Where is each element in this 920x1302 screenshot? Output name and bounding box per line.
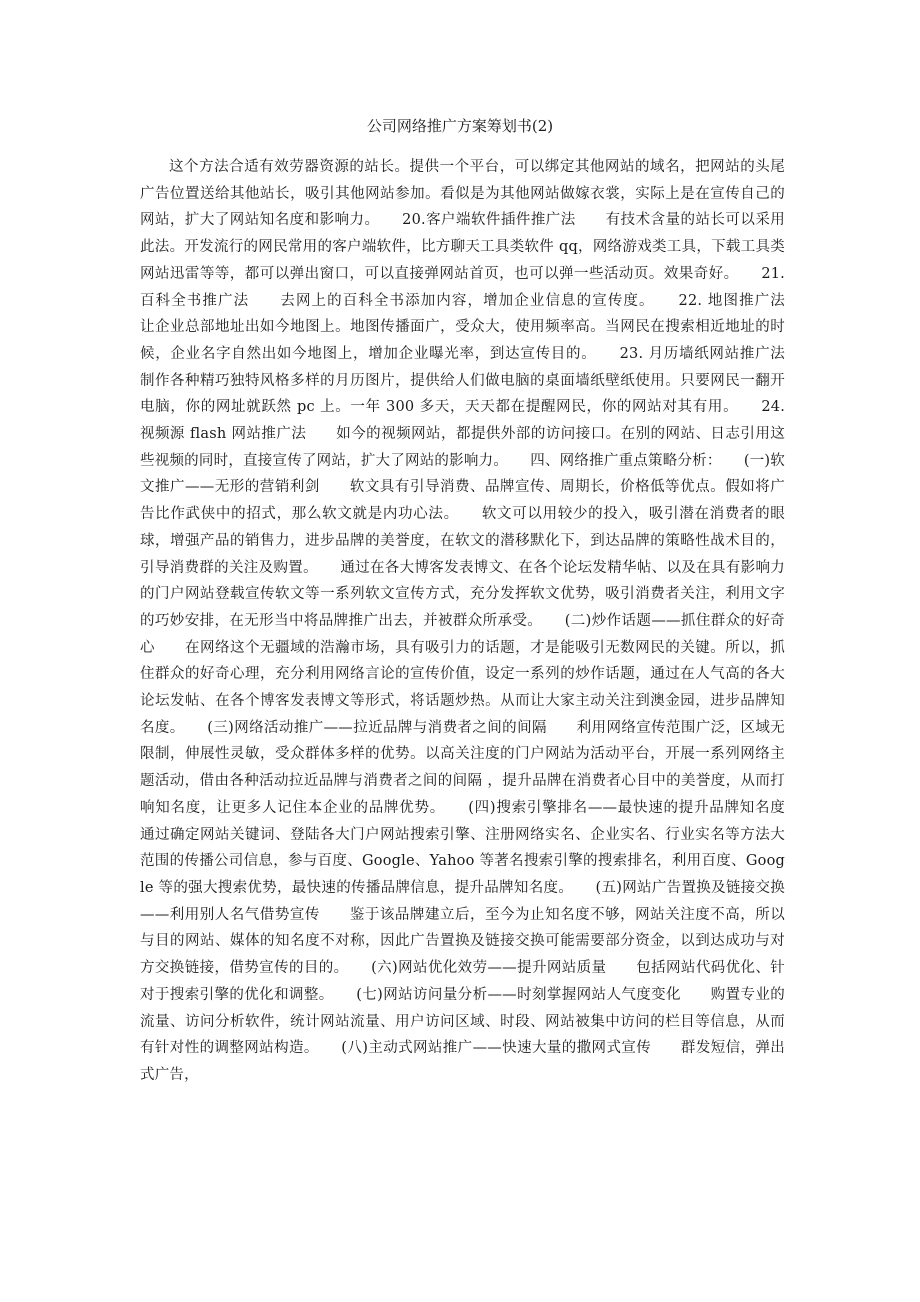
document-body-paragraph: 这个方法合适有效劳器资源的站长。提供一个平台，可以绑定其他网站的域名，把网站的头尾广告位置送给其他站长，吸引其他网站参加。看似是为其他网站做嫁衣裳，实际上是在宣传自己的网站，扩大了网站知名度和影响力。 20.客户端软件插件推广法 有技术含量的站长可以采用此法。开发流行的网民常用的客户端软件，比方聊天工具类软件 qq，网络游戏类工具，下载工具类网站迅雷等等，都可以弹出窗口，可以直接弹网站首页，也可以弹一些活动页。效果奇好。 21.百科全书推广法 去网上的百科全书添加内容，增加企业信息的宣传度。 22. 地图推广法 让企业总部地址出如今地图上。地图传播面广，受众大，使用频率高。当网民在搜索相近地址的时候，企业名字自然出如今地图上，增加企业曝光率，到达宣传目的。 23. 月历墙纸网站推广法 制作各种精巧独特风格多样的月历图片，提供给人们做电脑的桌面墙纸壁纸使用。只要网民一翻开电脑，你的网址就跃然 pc 上。一年 300 多天，天天都在提醒网民，你的网站对其有用。 24. 视频源 flash 网站推广法 如今的视频网站，都提供外部的访问接口。在别的网站、日志引用这些视频的同时，直接宣传了网站，扩大了网站的影响力。 四、网络推广重点策略分析： (一)软文推广——无形的营销利剑 软文具有引导消费、品牌宣传、周期长，价格低等优点。假如将广告比作武侠中的招式，那么软文就是内功心法。 软文可以用较少的投入，吸引潜在消费者的眼球，增强产品的销售力，进步品牌的美誉度，在软文的潜移默化下，到达品牌的策略性战术目的，引导消费群的关注及购置。 通过在各大博客发表博文、在各个论坛发精华帖、以及在具有影响力的门户网站登载宣传软文等一系列软文宣传方式，充分发挥软文优势，吸引消费者关注，利用文字的巧妙安排，在无形当中将品牌推广出去，并被群众所承受。 (二)炒作话题——抓住群众的好奇心 在网络这个无疆域的浩瀚市场，具有吸引力的话题，才是能吸引无数网民的关键。所以，抓住群众的好奇心理，充分利用网络言论的宣传价值，设定一系列的炒作话题，通过在人气高的各大论坛发帖、在各个博客发表博文等形式，将话题炒热。从而让大家主动关注到澳金园，进步品牌知名度。 (三)网络活动推广——拉近品牌与消费者之间的间隔 利用网络宣传范围广泛，区域无限制，伸展性灵敏，受众群体多样的优势。以高关注度的门户网站为活动平台，开展一系列网络主题活动，借由各种活动拉近品牌与消费者之间的间隔 ，提升品牌在消费者心目中的美誉度，从而打响知名度，让更多人记住本企业的品牌优势。 (四)搜索引擎排名——最快速的提升品牌知名度 通过确定网站关键词、登陆各大门户网站搜索引擎、注册网络实名、企业实名、行业实名等方法大范围的传播公司信息，参与百度、Google、Yahoo 等著名搜索引擎的搜索排名，利用百度、Google 等的强大搜索优势，最快速的传播品牌信息，提升品牌知名度。 (五)网站广告置换及链接交换——利用别人名气借势宣传 鉴于该品牌建立后，至今为止知名度不够，网站关注度不高，所以与目的网站、媒体的知名度不对称，因此广告置换及链接交换可能需要部分资金，以到达成功与对方交换链接，借势宣传的目的。 (六)网站优化效劳——提升网站质量 包括网站代码优化、针对于搜索引擎的优化和调整。 (七)网站访问量分析——时刻掌握网站人气度变化 购置专业的流量、访问分析软件，统计网站流量、用户访问区域、时段、网站被集中访问的栏目等信息，从而有针对性的调整网站构造。 (八)主动式网站推广——快速大量的撒网式宣传 群发短信，弹出式广告， — [140, 159, 815, 1083]
document-title: 公司网络推广方案筹划书(2) — [366, 117, 554, 135]
